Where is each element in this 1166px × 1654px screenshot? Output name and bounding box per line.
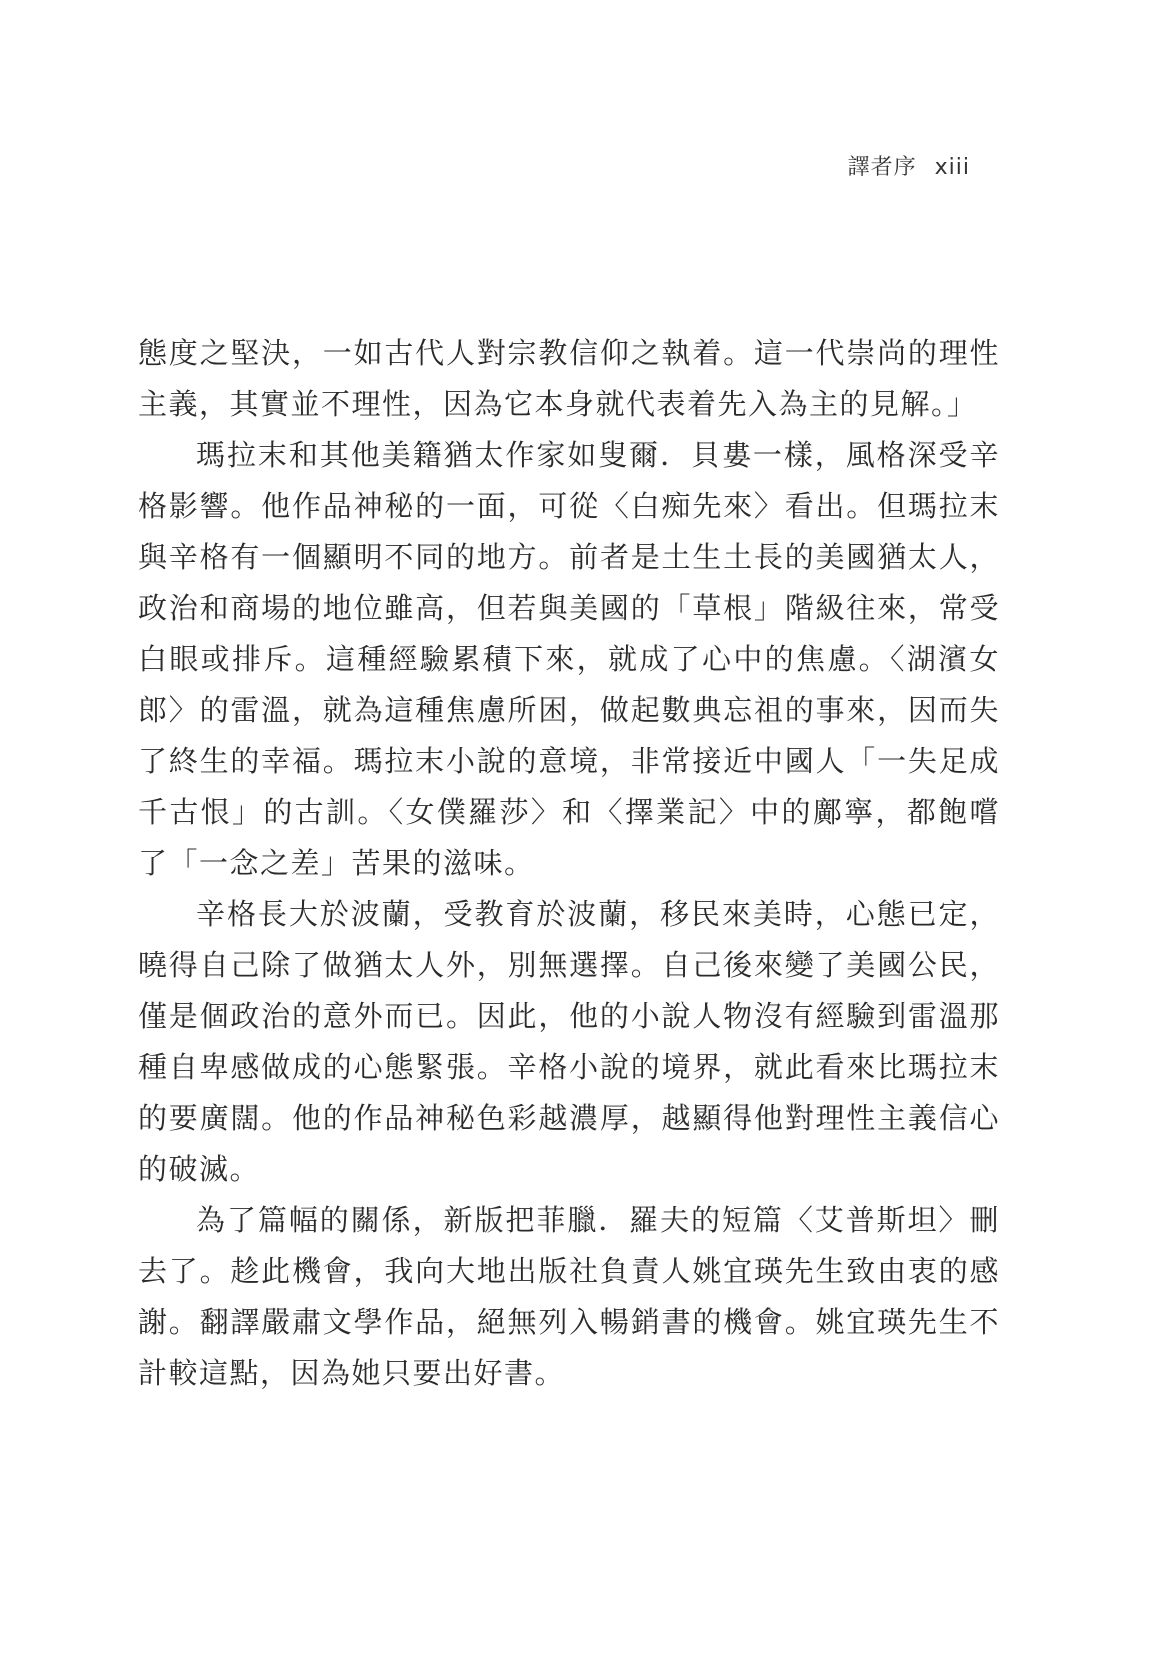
paragraph-4: 為了篇幅的關係，新版把菲臘．羅夫的短篇〈艾普斯坦〉刪去了。趁此機會，我向大地出版社負責人姚宜瑛先生致由衷的感謝。翻譯嚴肅文學作品，絕無列入暢銷書的機會。姚宜瑛先生不計較這點，因為她只要出好書。: [138, 1203, 1000, 1390]
paragraph-1: 態度之堅決，一如古代人對宗教信仰之執着。這一代崇尚的理性主義，其實並不理性，因為它本身就代表着先入為主的見解。」: [138, 336, 1000, 421]
paragraph-3: 辛格長大於波蘭，受教育於波蘭，移民來美時，心態已定，曉得自己除了做猶太人外，別無選擇。自己後來變了美國公民，僅是個政治的意外而已。因此，他的小說人物沒有經驗到雷溫那種自卑感做成的心態緊張。辛格小說的境界，就此看來比瑪拉末的要廣闊。他的作品神秘色彩越濃厚，越顯得他對理性主義信心的破滅。: [138, 897, 1000, 1186]
section-title: 譯者序: [847, 155, 917, 180]
running-header: [848, 150, 970, 181]
page-number: xiii: [934, 155, 970, 180]
body-text: [138, 328, 1000, 1399]
paragraph-2: 瑪拉末和其他美籍猶太作家如叟爾．貝婁一樣，風格深受辛格影響。他作品神秘的一面，可從〈白痴先來〉看出。但瑪拉末與辛格有一個顯明不同的地方。前者是土生土長的美國猶太人，政治和商場的地位雖高，但若與美國的「草根」階級往來，常受白眼或排斥。這種經驗累積下來，就成了心中的焦慮。〈湖濱女郎〉的雷溫，就為這種焦慮所困，做起數典忘祖的事來，因而失了終生的幸福。瑪拉末小說的意境，非常接近中國人「一失足成千古恨」的古訓。〈女僕羅莎〉和〈擇業記〉中的鄺寧，都飽嚐了「一念之差」苦果的滋味。: [138, 438, 1000, 880]
